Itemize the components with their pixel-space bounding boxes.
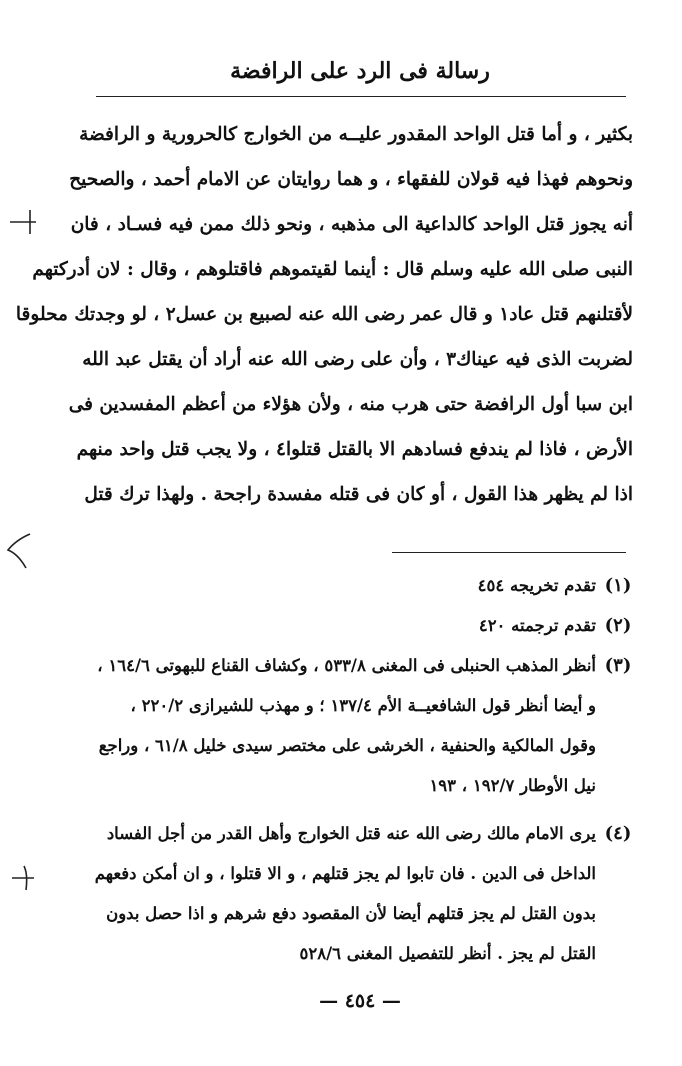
footnote-1 — [88, 566, 636, 606]
footnote-number: (١) — [604, 575, 632, 596]
footnotes — [88, 566, 636, 974]
footnote-text: القتل لم يجز . أنظر للتفصيل المغنى ٥٢٨/٦ — [299, 944, 596, 963]
page-number: — ٤٥٤ — — [319, 990, 401, 1012]
body-line-6: لضربت الذى فيه عيناك٣ ، وأن على رضى الله عنه أراد أن يقتل عبد الله — [82, 349, 633, 370]
footnote-number: (٤) — [604, 823, 632, 844]
header-rule — [96, 96, 626, 97]
body-line-4: النبى صلى الله عليه وسلم قال : أينما لقيتموهم فاقتلوهم ، وقال : لان أدركتهم — [32, 259, 633, 280]
margin-mark-icon — [8, 860, 38, 896]
body-line-1: بكثير ، و أما قتل الواحد المقدور عليــه من الخوارج كالحرورية و الرافضة — [79, 124, 633, 145]
main-text — [15, 112, 633, 517]
footnote-text: و أيضا أنظر قول الشافعيــة الأم ١٣٧/٤ ؛ و مهذب للشيرازى ٢٢٠/٢ ، — [130, 696, 596, 715]
body-line-8: الأرض ، فاذا لم يندفع فسادهم الا بالقتل قتلوا٤ ، ولا يجب قتل واحد منهم — [76, 439, 633, 460]
footnote-3 — [88, 646, 636, 806]
footnote-2 — [88, 606, 636, 646]
body-line-7: ابن سبا أول الرافضة حتى هرب منه ، ولأن هؤلاء من أعظم المفسدين فى — [68, 394, 633, 415]
footnote-text: الداخل فى الدين . فان تابوا لم يجز قتلهم ، و الا قتلوا ، و ان أمكن دفعهم — [94, 864, 596, 883]
margin-mark-icon — [4, 530, 32, 570]
footnote-text: وقول المالكية والحنفية ، الخرشى على مختصر سيدى خليل ٦١/٨ ، وراجع — [98, 736, 596, 755]
footnote-text: نيل الأوطار ١٩٢/٧ ، ١٩٣ — [429, 776, 596, 795]
body-line-3: أنه يجوز قتل الواحد كالداعية الى مذهبه ، ونحو ذلك ممن فيه فسـاد ، فان — [70, 214, 633, 235]
footnote-text: يرى الامام مالك رضى الله عنه قتل الخوارج وأهل القدر من أجل الفساد — [106, 824, 596, 843]
body-line-9: اذا لم يظهر هذا القول ، أو كان فى قتله مفسدة راجحة . ولهذا ترك قتل — [84, 484, 633, 505]
body-line-2: ونحوهم فهذا فيه قولان للفقهاء ، و هما روايتان عن الامام أحمد ، والصحيح — [69, 169, 633, 190]
footnote-text: أنظر المذهب الحنبلى فى المغنى ٥٣٣/٨ ، وكشاف القناع للبهوتى ١٦٤/٦ ، — [97, 656, 596, 675]
running-header: رسالة فى الرد على الرافضة — [230, 58, 490, 84]
footnote-4 — [88, 814, 636, 974]
footnote-number: (٣) — [604, 655, 632, 676]
footnote-separator — [392, 552, 626, 553]
body-line-5: لأقتلنهم قتل عاد١ و قال عمر رضى الله عنه لصبيع بن عسل٢ ، لو وجدتك محلوقا — [15, 304, 633, 325]
footnote-number: (٢) — [604, 615, 632, 636]
margin-mark-icon — [8, 204, 38, 240]
footnote-text: تقدم ترجمته ٤٢٠ — [478, 616, 596, 635]
footnote-text: تقدم تخريجه ٤٥٤ — [477, 576, 596, 595]
footnote-text: بدون القتل لم يجز قتلهم أيضا لأن المقصود دفع شرهم و اذا حصل بدون — [106, 904, 596, 923]
